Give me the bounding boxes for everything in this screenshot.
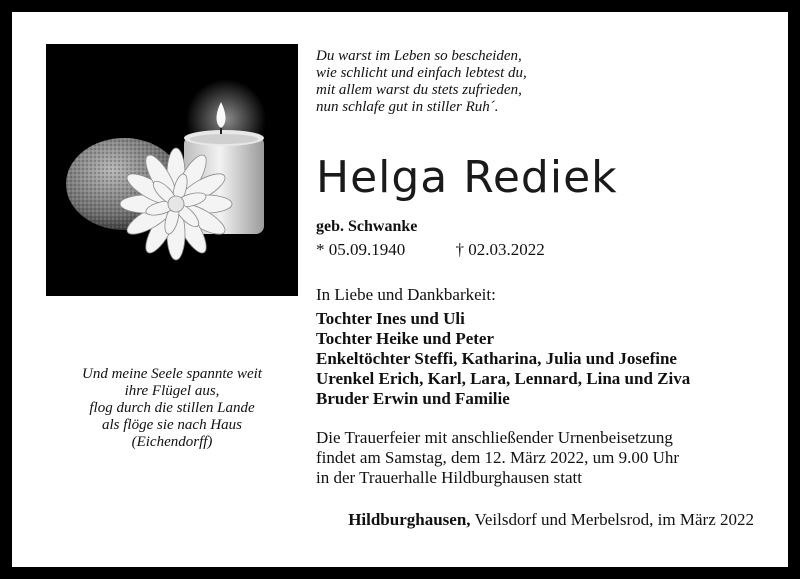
memorial-photo	[46, 44, 298, 296]
mourners-list	[316, 309, 690, 409]
mourner-line: Tochter Heike und Peter	[316, 329, 495, 348]
place-and-date	[348, 510, 754, 530]
death-date: † 02.03.2022	[455, 240, 545, 259]
funeral-service-info: Die Trauerfeier mit anschließender Urnenbeisetzung findet am Samstag, dem 12. März 2022, um 9.00 Uhr in der Trauerhalle Hildburghausen statt	[316, 428, 680, 487]
eichendorff-quote: Und meine Seele spannte weit ihre Flügel aus, flog durch die stillen Lande als flöge sie nach Haus (Eichendorff)	[82, 366, 262, 450]
mourner-line: Bruder Erwin und Familie	[316, 389, 510, 408]
deceased-name: Helga Rediek	[316, 152, 618, 203]
obituary-card	[12, 12, 788, 567]
poem: Du warst im Leben so bescheiden, wie schlicht und einfach lebtest du, mit allem warst du stets zufrieden, nun schlafe gut in stiller Ruh´.	[316, 48, 527, 115]
place-bold: Hildburghausen,	[348, 510, 471, 529]
maiden-name: geb. Schwanke	[316, 218, 418, 235]
life-dates	[316, 240, 545, 260]
mourner-line: Urenkel Erich, Karl, Lara, Lennard, Lina und Ziva	[316, 369, 691, 388]
mourner-line: Tochter Ines und Uli	[316, 309, 465, 328]
dedication-line: In Liebe und Dankbarkeit:	[316, 285, 496, 304]
birth-date: * 05.09.1940	[316, 240, 406, 259]
candle-stone-flower-image	[46, 44, 298, 296]
mourner-line: Enkeltöchter Steffi, Katharina, Julia und Josefine	[316, 349, 677, 368]
place-rest: Veilsdorf und Merbelsrod, im März 2022	[470, 510, 754, 529]
